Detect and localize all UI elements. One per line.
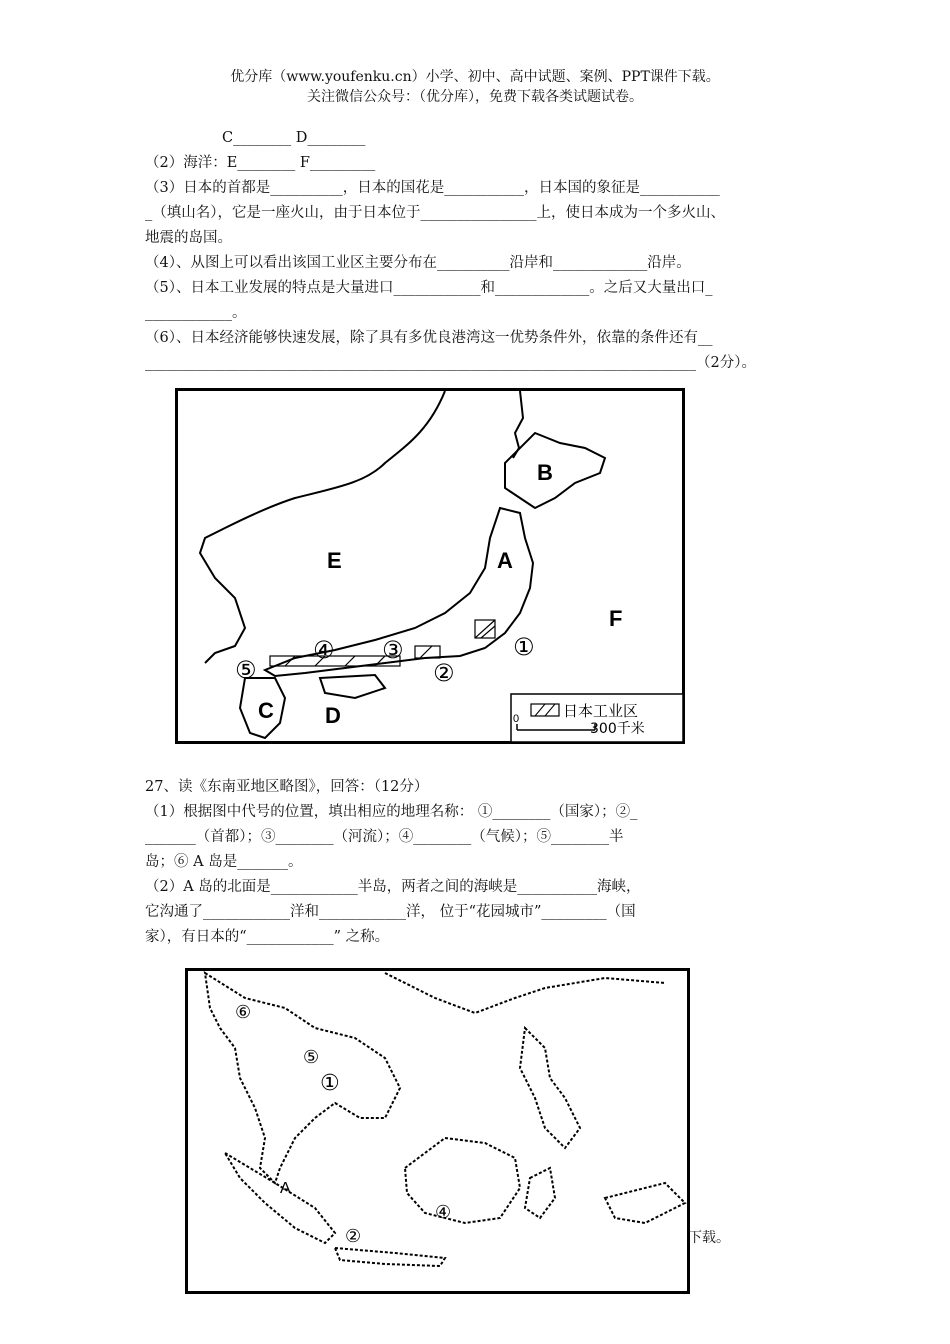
q27-line-1: 27、读《东南亚地区略图》，回答：（12分） [145,779,429,795]
num-2: ② [345,1226,362,1247]
scale-zero: 0 [513,713,520,725]
scale-label: 300千米 [590,721,645,737]
q26-line-10: ____________________________________________________________________________（2分）。 [145,355,756,371]
num-1: ① [513,633,535,661]
num-4: ④ [435,1202,452,1223]
q26-line-9: （6）、日本经济能够快速发展，除了具有多优良港湾这一优势条件外，依靠的条件还有__ [145,330,713,346]
q26-line-3: （3）日本的首都是__________，日本的国花是___________，日本国的象征是___________ [145,180,720,196]
num-3: ③ [382,636,404,664]
label-D: D [325,703,341,728]
q26-line-5: 地震的岛国。 [145,230,232,246]
southeast-asia-map [185,968,690,1294]
q27-line-7: 家），有日本的“____________” 之称。 [145,929,390,945]
label-F: F [609,606,623,631]
header-line-2: 关注微信公众号：（优分库），免费下载各类试题试卷。 [307,89,643,105]
num-5: ⑤ [303,1047,320,1068]
q27-line-3: _______（首都）；③________（河流）；④________（气候）；⑤________半 [145,829,624,845]
q26-line-2: （2）海洋：E________ F_________ [145,155,376,171]
footer-fragment: 下载。 [688,1230,730,1246]
q26-line-8: ____________。 [145,305,247,321]
header-line-1: 优分库（www.youfenku.cn）小学、初中、高中试题、案例、PPT课件下载。 [230,69,720,85]
num-5: ⑤ [235,656,257,684]
legend-label: 日本工业区 [563,702,639,720]
q26-line-1: C________ D________ [222,130,366,146]
num-6: ⑥ [235,1002,252,1023]
q27-line-6: 它沟通了____________洋和____________洋， 位于“花园城市”_________（国 [145,904,636,920]
q27-line-4: 岛；⑥ A 岛是_______。 [145,854,303,870]
q26-line-4: _（填山名），它是一座火山，由于日本位于________________上，使日本成为一个多火山、 [145,205,725,221]
num-4: ④ [313,636,335,664]
label-B: B [537,460,553,485]
num-1: ① [320,1071,340,1096]
label-E: E [327,548,342,573]
label-A: A [497,548,513,573]
q26-line-7: （5）、日本工业发展的特点是大量进口____________和_____________。之后又大量出口_ [145,280,713,296]
label-C: C [258,698,274,723]
q26-line-6: （4）、从图上可以看出该国工业区主要分布在__________沿岸和_____________沿岸。 [145,255,691,271]
japan-map [175,388,685,744]
q27-line-2: （1）根据图中代号的位置，填出相应的地理名称： ①________（国家）；②_ [145,804,638,820]
label-A: A [280,1180,291,1197]
map-legend [511,694,683,742]
num-2: ② [433,659,455,687]
q27-line-5: （2）A 岛的北面是____________半岛，两者之间的海峡是___________海峡， [145,879,641,895]
